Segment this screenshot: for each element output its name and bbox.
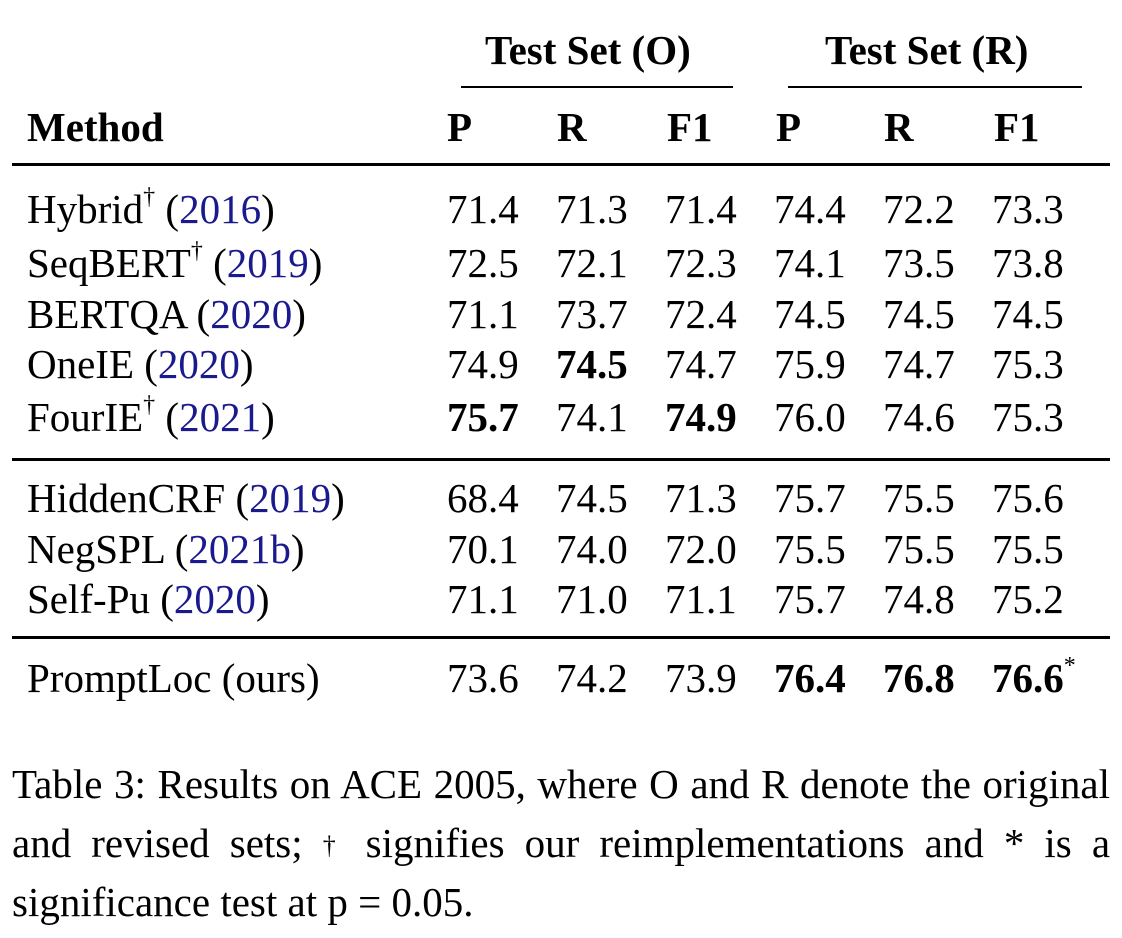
score-cell: 72.3 — [665, 240, 737, 286]
score-cell: 71.1 — [447, 576, 519, 622]
score-cell: 76.4 — [774, 655, 846, 701]
table-caption: Table 3: Results on ACE 2005, where O and R denote the original and revised sets; † signifies our reimplementations and * is a significance test at p = 0.05. — [12, 761, 1111, 925]
dagger-mark: † — [190, 238, 203, 264]
method-cell: HiddenCRF (2019) — [27, 475, 345, 521]
group-separator-rule — [12, 458, 1110, 461]
score-cell: 73.6 — [447, 655, 519, 701]
score-cell: 74.6 — [883, 394, 955, 440]
citation-year: 2020 — [210, 291, 293, 337]
header-rule — [12, 163, 1110, 166]
caption-dagger: † — [322, 831, 346, 860]
score-cell: 74.8 — [883, 576, 955, 622]
score-cell: 74.9 — [665, 394, 737, 440]
column-header-p-original: P — [447, 104, 473, 150]
score-cell: 74.2 — [556, 655, 628, 701]
score-cell: 76.0 — [774, 394, 846, 440]
citation-year: 2019 — [226, 240, 309, 286]
group-header-revised: Test Set (R) — [825, 27, 1029, 73]
score-cell: 73.7 — [556, 291, 628, 337]
dagger-mark: † — [143, 392, 156, 418]
method-cell: FourIE† (2021) — [27, 392, 275, 440]
citation-year: 2016 — [179, 186, 262, 232]
score-cell: 72.0 — [665, 526, 737, 572]
citation-year: 2020 — [157, 341, 240, 387]
score-cell: 73.9 — [665, 655, 737, 701]
score-cell: 74.9 — [447, 341, 519, 387]
ours-separator-rule — [12, 636, 1110, 639]
score-cell: 75.3 — [992, 394, 1064, 440]
score-cell: 73.3 — [992, 186, 1064, 232]
score-cell: 76.8 — [883, 655, 955, 701]
score-cell: 71.3 — [665, 475, 737, 521]
score-cell: 74.5 — [883, 291, 955, 337]
score-cell: 76.6* — [992, 653, 1076, 701]
score-cell: 73.8 — [992, 240, 1064, 286]
score-cell: 75.5 — [883, 526, 955, 572]
score-cell: 74.5 — [556, 475, 628, 521]
column-header-r-revised: R — [884, 104, 914, 150]
score-cell: 72.5 — [447, 240, 519, 286]
score-cell: 70.1 — [447, 526, 519, 572]
score-cell: 71.1 — [447, 291, 519, 337]
score-cell: 75.3 — [992, 341, 1064, 387]
score-cell: 74.7 — [665, 341, 737, 387]
column-header-method: Method — [27, 104, 164, 150]
method-cell: SeqBERT† (2019) — [27, 238, 323, 286]
score-cell: 74.5 — [774, 291, 846, 337]
score-cell: 75.5 — [883, 475, 955, 521]
score-cell: 71.1 — [665, 576, 737, 622]
score-cell: 71.4 — [665, 186, 737, 232]
method-cell: Self-Pu (2020) — [27, 576, 270, 622]
score-cell: 74.7 — [883, 341, 955, 387]
score-cell: 73.5 — [883, 240, 955, 286]
method-cell: PromptLoc (ours) — [27, 655, 320, 701]
score-cell: 74.1 — [774, 240, 846, 286]
score-cell: 71.4 — [447, 186, 519, 232]
citation-year: 2020 — [173, 576, 256, 622]
score-cell: 75.6 — [992, 475, 1064, 521]
score-cell: 75.7 — [774, 576, 846, 622]
method-cell: OneIE (2020) — [27, 341, 254, 387]
score-cell: 72.1 — [556, 240, 628, 286]
column-header-f1-revised: F1 — [994, 104, 1040, 150]
group-header-original: Test Set (O) — [485, 27, 691, 73]
group-underline-original — [461, 86, 733, 88]
column-header-p-revised: P — [776, 104, 802, 150]
method-cell: NegSPL (2021b) — [27, 526, 305, 572]
group-underline-revised — [788, 86, 1082, 88]
score-cell: 74.5 — [556, 341, 628, 387]
score-cell: 75.5 — [992, 526, 1064, 572]
score-cell: 72.4 — [665, 291, 737, 337]
score-cell: 75.9 — [774, 341, 846, 387]
score-cell: 74.5 — [992, 291, 1064, 337]
citation-year: 2019 — [249, 475, 332, 521]
score-cell: 71.3 — [556, 186, 628, 232]
score-cell: 75.7 — [447, 394, 519, 440]
citation-year: 2021 — [179, 394, 262, 440]
citation-year: 2021b — [188, 526, 291, 572]
score-cell: 75.5 — [774, 526, 846, 572]
column-header-f1-original: F1 — [667, 104, 713, 150]
score-cell: 75.7 — [774, 475, 846, 521]
score-cell: 71.0 — [556, 576, 628, 622]
score-cell: 74.1 — [556, 394, 628, 440]
score-cell: 74.4 — [774, 186, 846, 232]
column-header-r-original: R — [557, 104, 587, 150]
score-cell: 72.2 — [883, 186, 955, 232]
score-cell: 74.0 — [556, 526, 628, 572]
score-cell: 75.2 — [992, 576, 1064, 622]
score-cell: 68.4 — [447, 475, 519, 521]
method-cell: Hybrid† (2016) — [27, 184, 275, 232]
dagger-mark: † — [143, 184, 156, 210]
method-cell: BERTQA (2020) — [27, 291, 306, 337]
significance-star: * — [1063, 653, 1076, 679]
